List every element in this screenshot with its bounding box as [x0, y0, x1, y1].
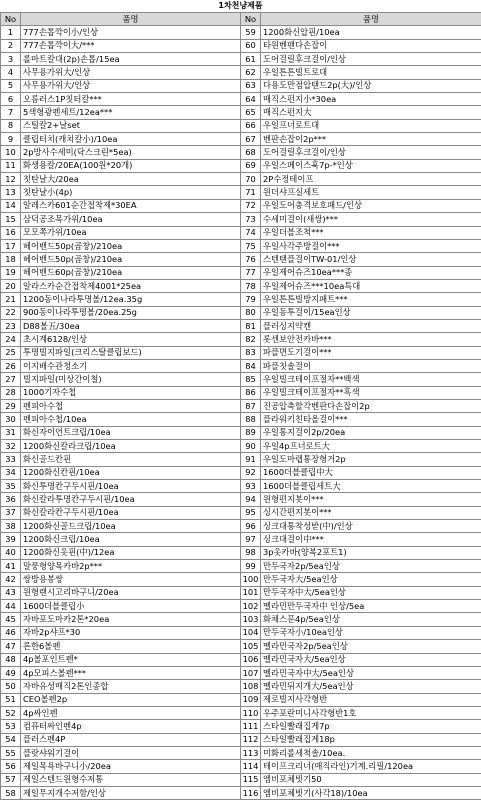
right-no-cell: 87	[241, 399, 261, 412]
right-name-cell: 벤판손잡이2p***	[261, 133, 481, 146]
left-no-cell: 23	[1, 319, 21, 332]
left-name-cell: 헤어밴드50p(곱창)/210ea	[21, 239, 241, 252]
left-name-cell: 자바포도마카2톤*20ea	[21, 613, 241, 626]
right-no-cell: 65	[241, 106, 261, 119]
left-name-cell: 클립터치(캐치칼小)/10ea	[21, 133, 241, 146]
right-no-cell: 94	[241, 493, 261, 506]
table-row	[1, 680, 481, 693]
left-name-cell: 삼덕공조목가위/10ea	[21, 213, 241, 226]
right-no-cell: 111	[241, 720, 261, 733]
table-row	[1, 773, 481, 786]
right-no-cell: 103	[241, 613, 261, 626]
table-row	[1, 26, 481, 39]
right-no-cell: 101	[241, 586, 261, 599]
right-name-cell: 1200화신압핀/10ea	[261, 26, 481, 39]
left-name-cell: 1600더블클립小	[21, 600, 241, 613]
left-name-cell: 1200화신칸핀/10ea	[21, 466, 241, 479]
left-no-cell: 58	[1, 786, 21, 799]
right-name-cell: 도어걸릴후크걸이/인상	[261, 146, 481, 159]
right-name-cell: 우일도마랩통장형거2p	[261, 453, 481, 466]
table-row	[1, 266, 481, 279]
left-name-cell: 오름러스1P칫터칼***	[21, 93, 241, 106]
left-name-cell: 777손톱깍이小/인상	[21, 26, 241, 39]
left-name-cell: 화신골드칸핀	[21, 453, 241, 466]
left-name-cell: 스틸칼2+날set	[21, 119, 241, 132]
left-name-cell: CEO볼펜2p	[21, 693, 241, 706]
right-name-cell: 1600더블클립세트大	[261, 480, 481, 493]
table-row	[1, 626, 481, 639]
table-row	[1, 333, 481, 346]
table-row	[1, 253, 481, 266]
right-no-cell: 102	[241, 600, 261, 613]
right-no-cell: 105	[241, 640, 261, 653]
table-row	[1, 413, 481, 426]
right-no-cell: 91	[241, 453, 261, 466]
left-name-cell: 칫탄날大/20ea	[21, 173, 241, 186]
right-name-cell: 우일튼튼빌방지패트***	[261, 293, 481, 306]
table-row	[1, 399, 481, 412]
right-name-cell: 만두국자小/10ea인상	[261, 626, 481, 639]
left-no-cell: 13	[1, 186, 21, 199]
right-no-cell: 110	[241, 706, 261, 719]
right-no-cell: 59	[241, 26, 261, 39]
left-no-cell: 22	[1, 306, 21, 319]
left-name-cell: 투명빌지파일(크리스탈클립보드)	[21, 346, 241, 359]
right-no-cell: 97	[241, 533, 261, 546]
left-name-cell: 1200동이나라투명볼/12ea.35g	[21, 293, 241, 306]
right-no-cell: 88	[241, 413, 261, 426]
left-no-cell: 36	[1, 493, 21, 506]
right-name-cell: 싱시간편지봇이***	[261, 506, 481, 519]
left-no-cell: 21	[1, 293, 21, 306]
left-no-cell: 20	[1, 279, 21, 292]
right-name-cell: 도어걸릴후크걸이/인상	[261, 53, 481, 66]
right-name-cell: 우일제어슈즈***10ea특대	[261, 279, 481, 292]
table-row	[1, 546, 481, 559]
right-no-cell: 84	[241, 359, 261, 372]
left-no-cell: 19	[1, 266, 21, 279]
left-name-cell: D88볼五/30ea	[21, 319, 241, 332]
right-name-cell: 미화리롤세척솔/10ea.	[261, 746, 481, 759]
right-no-cell: 66	[241, 119, 261, 132]
left-no-cell: 42	[1, 573, 21, 586]
left-name-cell: 초시계6128/인상	[21, 333, 241, 346]
right-no-cell: 106	[241, 653, 261, 666]
right-name-cell: 다용도만점압탠드2p(大)/인상	[261, 79, 481, 92]
right-name-cell: 원형편지봇이***	[261, 493, 481, 506]
left-no-cell: 9	[1, 133, 21, 146]
right-no-cell: 73	[241, 213, 261, 226]
right-no-cell: 79	[241, 293, 261, 306]
right-no-cell: 93	[241, 480, 261, 493]
left-no-cell: 8	[1, 119, 21, 132]
left-no-cell: 53	[1, 720, 21, 733]
table-row	[1, 693, 481, 706]
right-name-cell: 우일4p프너로트大	[261, 440, 481, 453]
left-no-cell: 45	[1, 613, 21, 626]
right-no-cell: 114	[241, 760, 261, 773]
right-name-cell: 멜라민만두국자中 인상/5ea	[261, 600, 481, 613]
table-row	[1, 306, 481, 319]
right-no-cell: 60	[241, 39, 261, 52]
right-no-cell: 71	[241, 186, 261, 199]
left-name-cell: 화신칼라투명칸구두시핀/10ea	[21, 493, 241, 506]
right-name-cell: 롯센보안전카바***	[261, 333, 481, 346]
right-name-cell: 우일튼튼빌트로대	[261, 66, 481, 79]
left-name-cell: 롤마트칼대(2p)손톱/15ea	[21, 53, 241, 66]
left-no-cell: 12	[1, 173, 21, 186]
right-no-cell: 68	[241, 146, 261, 159]
right-no-cell: 63	[241, 79, 261, 92]
right-name-cell: 우일빌크테이프절자**백색	[261, 373, 481, 386]
right-no-cell: 109	[241, 693, 261, 706]
table-row	[1, 199, 481, 212]
right-name-cell: 파플면도기걸이***	[261, 346, 481, 359]
left-name-cell: 펜피아수첩	[21, 399, 241, 412]
left-name-cell: 2p방사수세미(닥스크린*5ea)	[21, 146, 241, 159]
left-no-cell: 32	[1, 440, 21, 453]
left-no-cell: 24	[1, 333, 21, 346]
table-row	[1, 146, 481, 159]
left-name-cell: 펜피아수첩/10ea	[21, 413, 241, 426]
right-name-cell: 진공압축할각벤판다손잡이2p	[261, 399, 481, 412]
left-name-cell: 빌지파일(미상간이철)	[21, 373, 241, 386]
right-name-cell: 멜라민뒤지개大/5ea인상	[261, 680, 481, 693]
right-no-cell: 90	[241, 440, 261, 453]
table-row	[1, 213, 481, 226]
right-name-cell: 스타일빨래집게18p	[261, 733, 481, 746]
left-name-cell: 컴퓨터싸인펜4p	[21, 720, 241, 733]
right-no-cell: 95	[241, 506, 261, 519]
right-no-cell: 113	[241, 746, 261, 759]
left-no-cell: 55	[1, 746, 21, 759]
right-name-cell: 플러싱지약캔	[261, 319, 481, 332]
right-name-cell: 엠비포체빗기(사각18)/10ea	[261, 786, 481, 799]
right-no-cell: 80	[241, 306, 261, 319]
right-no-cell: 64	[241, 93, 261, 106]
right-no-cell: 100	[241, 573, 261, 586]
left-no-cell: 30	[1, 413, 21, 426]
right-name-cell: 스텐탠플걸이TW-01/인상	[261, 253, 481, 266]
table-row	[1, 386, 481, 399]
right-name-cell: 엠비포체빗기50	[261, 773, 481, 786]
left-no-cell: 2	[1, 39, 21, 52]
left-name-cell: 자바유성매직2톤인종합	[21, 680, 241, 693]
left-name-cell: 화신자이언트크립/10ea	[21, 426, 241, 439]
left-name-cell: 화신투명칸구두시핀/10ea	[21, 480, 241, 493]
left-no-cell: 27	[1, 373, 21, 386]
left-name-cell: 사무용가위大/인상	[21, 79, 241, 92]
sheet-title: 1차천냥제품	[0, 0, 481, 12]
left-no-cell: 28	[1, 386, 21, 399]
left-no-cell: 38	[1, 520, 21, 533]
table-row	[1, 746, 481, 759]
left-no-cell: 52	[1, 706, 21, 719]
right-name-cell: 1600더블클립中大	[261, 466, 481, 479]
right-name-cell: 원더샤프실세트	[261, 186, 481, 199]
left-name-cell: 4p싸인펜	[21, 706, 241, 719]
right-no-cell: 69	[241, 159, 261, 172]
right-no-cell: 70	[241, 173, 261, 186]
table-row	[1, 319, 481, 332]
table-row	[1, 93, 481, 106]
left-no-cell: 29	[1, 399, 21, 412]
right-no-cell: 115	[241, 773, 261, 786]
right-no-cell: 107	[241, 666, 261, 679]
right-name-cell: 3p옷카바(양복2포트1)	[261, 546, 481, 559]
table-row	[1, 520, 481, 533]
table-row	[1, 293, 481, 306]
right-name-cell: 우일도어충격보호패드/인상	[261, 199, 481, 212]
right-name-cell: 우일스페이스훅7p-*인상	[261, 159, 481, 172]
table-row	[1, 440, 481, 453]
left-no-cell: 18	[1, 253, 21, 266]
left-no-cell: 41	[1, 560, 21, 573]
left-name-cell: 플러스펜4P	[21, 733, 241, 746]
table-row	[1, 53, 481, 66]
right-name-cell: 플라워키친타올걸이***	[261, 413, 481, 426]
right-no-cell: 108	[241, 680, 261, 693]
header-no-left: No	[1, 13, 21, 26]
table-row	[1, 453, 481, 466]
table-row	[1, 346, 481, 359]
right-name-cell: 스타일빨래집게7p	[261, 720, 481, 733]
left-name-cell: 쌍방용봉쌍	[21, 573, 241, 586]
left-name-cell: 사무용가위大/인상	[21, 66, 241, 79]
right-name-cell: 파플칫솔걸이	[261, 359, 481, 372]
right-no-cell: 82	[241, 333, 261, 346]
right-name-cell: 싱크대통착성받(中)/인상	[261, 520, 481, 533]
table-row	[1, 613, 481, 626]
table-row	[1, 573, 481, 586]
right-name-cell: 우주포란미니사각형반1호	[261, 706, 481, 719]
right-no-cell: 78	[241, 279, 261, 292]
left-name-cell: 헤어밴드50p(곱창)/210ea	[21, 253, 241, 266]
left-no-cell: 6	[1, 93, 21, 106]
right-no-cell: 61	[241, 53, 261, 66]
right-name-cell: 매직스펀지大	[261, 106, 481, 119]
right-no-cell: 75	[241, 239, 261, 252]
right-name-cell: 제로빌지사각형반	[261, 693, 481, 706]
left-no-cell: 33	[1, 453, 21, 466]
left-no-cell: 48	[1, 653, 21, 666]
right-name-cell: 멜라민국자2p/5ea인상	[261, 640, 481, 653]
right-name-cell: 타원벤팬다손잡이	[261, 39, 481, 52]
left-name-cell: 원형랜시고리바구니/20ea	[21, 586, 241, 599]
left-name-cell: 1000기자수첩	[21, 386, 241, 399]
left-name-cell: 1200화신크립/10ea	[21, 533, 241, 546]
table-row	[1, 173, 481, 186]
table-row	[1, 106, 481, 119]
left-no-cell: 15	[1, 213, 21, 226]
left-no-cell: 7	[1, 106, 21, 119]
right-no-cell: 92	[241, 466, 261, 479]
left-no-cell: 57	[1, 773, 21, 786]
right-name-cell: 우일더블조척***	[261, 226, 481, 239]
right-name-cell: 우일빌크테이프절자**흑색	[261, 386, 481, 399]
right-no-cell: 85	[241, 373, 261, 386]
left-name-cell: 4p볼포인트펜*	[21, 653, 241, 666]
table-row	[1, 226, 481, 239]
left-no-cell: 26	[1, 359, 21, 372]
table-row	[1, 133, 481, 146]
left-no-cell: 50	[1, 680, 21, 693]
table-row	[1, 586, 481, 599]
right-name-cell: 우일사각주방걸이***	[261, 239, 481, 252]
right-no-cell: 67	[241, 133, 261, 146]
right-name-cell: 우일통지걸이2p/20ea	[261, 426, 481, 439]
right-no-cell: 112	[241, 733, 261, 746]
left-no-cell: 46	[1, 626, 21, 639]
left-no-cell: 16	[1, 226, 21, 239]
left-name-cell: 1200화신옷핀(中)/12ea	[21, 546, 241, 559]
table-row	[1, 640, 481, 653]
table-row	[1, 720, 481, 733]
left-no-cell: 37	[1, 506, 21, 519]
left-name-cell: 4p모피스볼펜***	[21, 666, 241, 679]
right-no-cell: 116	[241, 786, 261, 799]
table-row	[1, 760, 481, 773]
left-name-cell: 자바2p샤프*30	[21, 626, 241, 639]
left-no-cell: 25	[1, 346, 21, 359]
left-no-cell: 34	[1, 466, 21, 479]
table-row	[1, 653, 481, 666]
left-no-cell: 39	[1, 533, 21, 546]
right-name-cell: 2P수정테이프	[261, 173, 481, 186]
left-no-cell: 14	[1, 199, 21, 212]
table-row	[1, 786, 481, 799]
left-name-cell: 제일무지개수저함/인상	[21, 786, 241, 799]
right-no-cell: 72	[241, 199, 261, 212]
left-no-cell: 54	[1, 733, 21, 746]
table-row	[1, 706, 481, 719]
right-name-cell: 화채스푼4p/5ea인상	[261, 613, 481, 626]
table-row	[1, 186, 481, 199]
right-no-cell: 74	[241, 226, 261, 239]
left-no-cell: 3	[1, 53, 21, 66]
right-no-cell: 96	[241, 520, 261, 533]
table-row	[1, 466, 481, 479]
table-row	[1, 79, 481, 92]
right-name-cell: 우일제어슈즈10ea***종	[261, 266, 481, 279]
left-no-cell: 47	[1, 640, 21, 653]
right-name-cell: 만두국자2p/5ea인상	[261, 560, 481, 573]
table-row	[1, 119, 481, 132]
left-name-cell: 777손톱깍이大/***	[21, 39, 241, 52]
right-no-cell: 89	[241, 426, 261, 439]
right-name-cell: 테이프크리너(매직라인)기계.리필/120ea	[261, 760, 481, 773]
table-row	[1, 506, 481, 519]
right-name-cell: 싱크대걸이中***	[261, 533, 481, 546]
right-no-cell: 99	[241, 560, 261, 573]
left-name-cell: 말풍형양목카바2p***	[21, 560, 241, 573]
right-no-cell: 77	[241, 266, 261, 279]
left-no-cell: 40	[1, 546, 21, 559]
table-row	[1, 533, 481, 546]
left-name-cell: 칫탄날小(4p)	[21, 186, 241, 199]
table-row	[1, 66, 481, 79]
left-name-cell: 1200화신칼라크립/10ea	[21, 440, 241, 453]
left-name-cell: 모모쪽가위/10ea	[21, 226, 241, 239]
left-name-cell: 5색형광펜세트/12ea***	[21, 106, 241, 119]
left-name-cell: 900동이나라투명볼/20ea.25g	[21, 306, 241, 319]
left-no-cell: 17	[1, 239, 21, 252]
header-name-left: 품명	[21, 13, 241, 26]
left-name-cell: 헤어밴드60p(곱창)/210ea	[21, 266, 241, 279]
table-row	[1, 239, 481, 252]
right-no-cell: 76	[241, 253, 261, 266]
left-no-cell: 35	[1, 480, 21, 493]
right-no-cell: 62	[241, 66, 261, 79]
right-name-cell: 멜라민국자大/5ea인상	[261, 653, 481, 666]
left-no-cell: 44	[1, 600, 21, 613]
left-name-cell: 화신칼라칸구두시핀/10ea	[21, 506, 241, 519]
left-name-cell: 플랏샤워기걸이	[21, 746, 241, 759]
left-name-cell: 알라스카순간접착제4001*25ea	[21, 279, 241, 292]
table-row	[1, 666, 481, 679]
right-no-cell: 98	[241, 546, 261, 559]
table-row	[1, 600, 481, 613]
right-name-cell: 멜라민국자中大/5ea인상	[261, 666, 481, 679]
right-no-cell: 86	[241, 386, 261, 399]
table-row	[1, 373, 481, 386]
right-name-cell: 만두국자中大/5ea인상	[261, 586, 481, 599]
table-row	[1, 493, 481, 506]
table-row	[1, 733, 481, 746]
header-name-right: 품명	[261, 13, 481, 26]
left-name-cell: 제일목욕바구니小/20ea	[21, 760, 241, 773]
left-no-cell: 4	[1, 66, 21, 79]
left-no-cell: 56	[1, 760, 21, 773]
left-name-cell: 론한6볼펜	[21, 640, 241, 653]
table-row	[1, 359, 481, 372]
right-no-cell: 81	[241, 319, 261, 332]
left-no-cell: 5	[1, 79, 21, 92]
table-row	[1, 279, 481, 292]
left-name-cell: 제일스텐드원형수저통	[21, 773, 241, 786]
left-name-cell: 알레스카601순간접착제*30EA	[21, 199, 241, 212]
left-no-cell: 51	[1, 693, 21, 706]
right-name-cell: 수세미걸이(새쌍)***	[261, 213, 481, 226]
right-name-cell: 매직스펀지小*30ea	[261, 93, 481, 106]
table-row	[1, 159, 481, 172]
left-no-cell: 10	[1, 146, 21, 159]
table-row	[1, 480, 481, 493]
left-no-cell: 49	[1, 666, 21, 679]
right-name-cell: 우일동투걸이/15ea인상	[261, 306, 481, 319]
header-no-right: No	[241, 13, 261, 26]
left-no-cell: 11	[1, 159, 21, 172]
right-no-cell: 83	[241, 346, 261, 359]
right-name-cell: 만두국자大/5ea인상	[261, 573, 481, 586]
table-row	[1, 560, 481, 573]
left-no-cell: 31	[1, 426, 21, 439]
left-name-cell: 이지배수관청소기	[21, 359, 241, 372]
left-name-cell: 1200화신골드크립/10ea	[21, 520, 241, 533]
header-row	[1, 13, 481, 26]
left-no-cell: 43	[1, 586, 21, 599]
left-name-cell: 화생용칼/20EA(100원*20개)	[21, 159, 241, 172]
right-name-cell: 우일프너로트대	[261, 119, 481, 132]
right-no-cell: 104	[241, 626, 261, 639]
product-table	[0, 12, 481, 800]
left-no-cell: 1	[1, 26, 21, 39]
table-row	[1, 39, 481, 52]
table-row	[1, 426, 481, 439]
